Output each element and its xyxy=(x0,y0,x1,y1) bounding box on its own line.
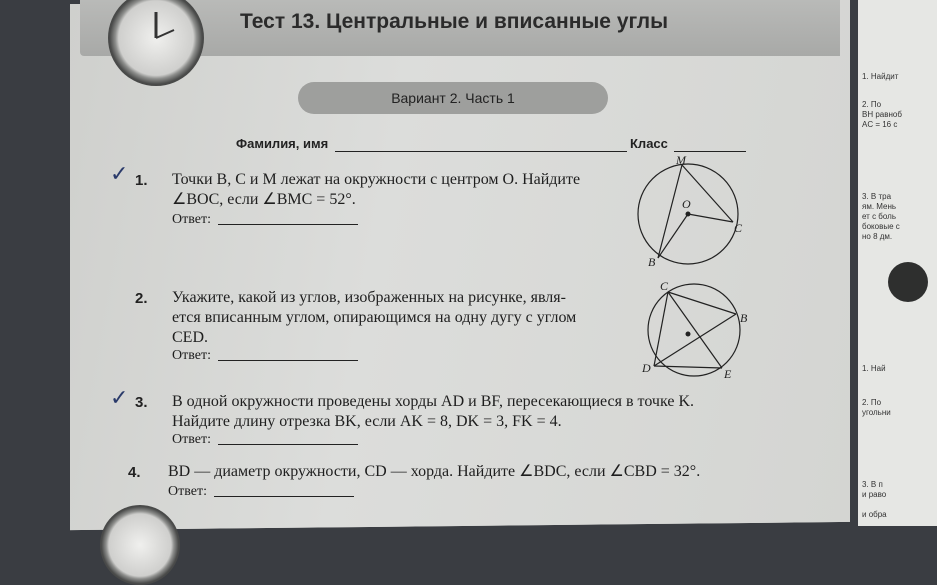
question-1-answer-line[interactable] xyxy=(218,224,358,225)
name-label: Фамилия, имя xyxy=(236,136,329,151)
question-4-number: 4. xyxy=(128,464,141,481)
class-label: Класс xyxy=(630,136,668,151)
figure-2-chord-ce xyxy=(668,292,722,368)
question-2-line-1: Укажите, какой из углов, изображенных на рисунке, явля- xyxy=(172,289,566,306)
side-line: 2. По xyxy=(862,398,882,407)
question-1-answer-label: Ответ: xyxy=(172,212,211,227)
side-clock-logo-icon xyxy=(888,262,928,302)
side-line: AC = 16 с xyxy=(862,120,898,129)
variant-badge: Вариант 2. Часть 1 xyxy=(298,82,608,114)
footer-clock-logo-icon xyxy=(100,505,180,585)
question-3-line-2: Найдите длину отрезка BK, если AK = 8, DK = 3, FK = 4. xyxy=(172,413,562,430)
figure-2-label-d: D xyxy=(642,361,651,375)
side-line: 3. В п xyxy=(862,480,883,489)
figure-1-center-dot xyxy=(686,212,691,217)
page-title: Тест 13. Центральные и вписанные углы xyxy=(240,10,668,33)
side-line: 1. Найдит xyxy=(862,72,899,81)
figure-2-chord-db xyxy=(654,314,736,366)
figure-2-label-b: B xyxy=(740,311,748,325)
figure-2 xyxy=(636,280,756,380)
side-line: угольни xyxy=(862,408,891,417)
question-2-answer-line[interactable] xyxy=(218,360,358,361)
figure-2-circle xyxy=(648,284,740,376)
figure-1 xyxy=(630,152,750,272)
question-3-number: 3. xyxy=(135,394,148,411)
question-4-answer-label: Ответ: xyxy=(168,484,207,499)
question-3-line-1: В одной окружности проведены хорды AD и BF, пересекающиеся в точке K. xyxy=(172,393,694,410)
side-line: ет с боль xyxy=(862,212,896,221)
name-field-line[interactable] xyxy=(335,151,627,152)
question-2-line-2: ется вписанным углом, опирающимся на одну дугу с углом xyxy=(172,309,577,326)
figure-2-chord-de xyxy=(654,366,722,368)
question-4-answer-line[interactable] xyxy=(214,496,354,497)
checkmark-icon: ✓ xyxy=(110,386,129,411)
figure-2-label-c: C xyxy=(660,280,669,293)
clock-logo-icon xyxy=(108,0,204,86)
question-1-number: 1. xyxy=(135,172,148,189)
figure-1-chord-mb xyxy=(658,165,682,258)
side-line: 3. В тра xyxy=(862,192,892,201)
question-1-line-1: Точки B, C и M лежат на окружности с центром O. Найдите xyxy=(172,171,581,188)
figure-1-label-o: O xyxy=(682,197,691,211)
figure-1-label-c: C xyxy=(734,221,743,235)
side-line: 2. По xyxy=(862,100,882,109)
checkmark-icon: ✓ xyxy=(110,162,129,187)
question-2-answer-label: Ответ: xyxy=(172,348,211,363)
question-3-answer-label: Ответ: xyxy=(172,432,211,447)
side-line: но 8 дм. xyxy=(862,232,893,241)
question-3-answer-line[interactable] xyxy=(218,444,358,445)
side-line: ям. Мень xyxy=(862,202,897,211)
figure-1-label-m: M xyxy=(676,153,686,167)
figure-1-radius-ob xyxy=(658,214,688,258)
figure-1-label-b: B xyxy=(648,255,656,269)
question-1-line-2: ∠BOC, если ∠BMC = 52°. xyxy=(172,191,356,208)
side-line: боковые с xyxy=(862,222,900,231)
side-line: и обра xyxy=(862,510,887,519)
figure-2-center-dot xyxy=(686,332,691,337)
adjacent-page xyxy=(858,0,937,526)
figure-2-label-e: E xyxy=(724,367,732,380)
figure-2-chord-cb xyxy=(668,292,736,314)
question-4-line-1: BD — диаметр окружности, CD — хорда. Найдите ∠BDC, если ∠CBD = 32°. xyxy=(168,463,701,480)
question-2-line-3: CED. xyxy=(172,329,208,346)
side-line: 1. Най xyxy=(862,364,886,373)
question-2-number: 2. xyxy=(135,290,148,307)
side-line: и раво xyxy=(862,490,887,499)
side-line: BH равноб xyxy=(862,110,902,119)
